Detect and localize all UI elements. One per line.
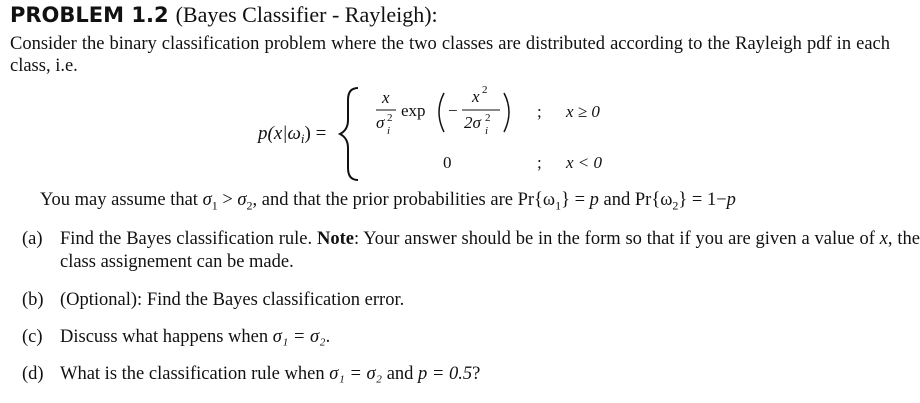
frac1-denominator: σ bbox=[376, 113, 385, 132]
intro-paragraph: Consider the binary classification problem where the two classes are distributed according to the Rayleigh pdf in each class, i.e. bbox=[10, 34, 890, 76]
svg-text:2: 2 bbox=[485, 112, 491, 124]
question-b bbox=[22, 289, 920, 312]
question-c-label: (c) bbox=[22, 327, 43, 347]
problem-title bbox=[10, 2, 438, 28]
svg-text:−: − bbox=[448, 101, 458, 120]
case2-value: 0 bbox=[443, 153, 452, 172]
assumption-line: You may assume that $\sigma_1 > \sigma_2$, and that the prior probabilities are $Pr\{\omega_1\} = p$ and $Pr\{\omega_2\} = 1-p$ bbox=[40, 190, 736, 213]
question-b-text: (Optional): Find the Bayes classification error. bbox=[60, 290, 405, 310]
question-c-text: Discuss what happens when σ₁ = σ₂. bbox=[60, 327, 331, 347]
frac1-numerator: x bbox=[382, 88, 390, 107]
question-d bbox=[22, 363, 920, 386]
question-a-label: (a) bbox=[22, 229, 43, 249]
svg-text:;: ; bbox=[537, 102, 542, 121]
exp-function: exp bbox=[401, 101, 426, 120]
question-c bbox=[22, 326, 920, 349]
case2-condition: x < 0 bbox=[566, 153, 603, 172]
question-a bbox=[22, 228, 920, 274]
formula-lhs: $p(x|\omega_i)$ = bbox=[258, 123, 327, 146]
svg-text:2: 2 bbox=[482, 84, 488, 96]
question-b-label: (b) bbox=[22, 290, 44, 310]
frac2-numerator: x bbox=[472, 87, 480, 106]
svg-text:2: 2 bbox=[387, 112, 393, 124]
problem-heading: (Bayes Classifier - Rayleigh): bbox=[175, 2, 438, 27]
svg-text:i: i bbox=[387, 125, 391, 137]
svg-text:;: ; bbox=[537, 153, 542, 172]
case1-condition: x ≥ 0 bbox=[566, 102, 600, 121]
problem-label: PROBLEM 1.2 bbox=[10, 3, 169, 27]
left-brace bbox=[340, 88, 358, 180]
question-d-label: (d) bbox=[22, 364, 44, 384]
frac2-denominator: 2σ bbox=[464, 113, 481, 132]
question-d-text: What is the classification rule when σ₁ = σ₂ and p = 0.5? bbox=[60, 364, 481, 384]
svg-text:i: i bbox=[485, 125, 489, 137]
rayleigh-pdf-formula bbox=[0, 80, 902, 180]
question-a-text: Find the Bayes classification rule. Note: Your answer should be in the form so that if you are given a value of x, the class assignement can be made. bbox=[60, 229, 920, 272]
